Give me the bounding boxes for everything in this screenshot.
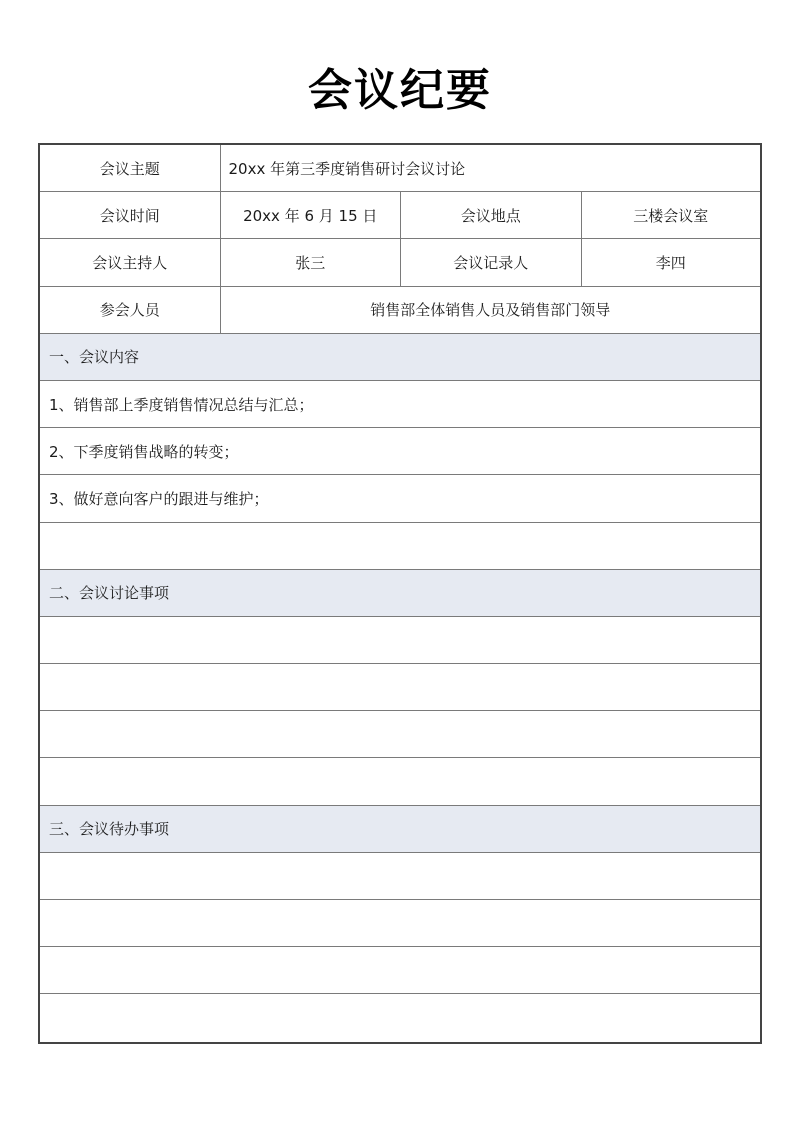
content-row (40, 475, 760, 522)
content-line: 2、下季度销售战略的转变； (49, 442, 239, 461)
section-heading: 二、会议讨论事项 (40, 570, 760, 616)
blank-row (40, 900, 760, 947)
blank-line (40, 617, 760, 663)
blank-row (40, 664, 760, 711)
host-value: 张三 (221, 239, 402, 285)
blank-line (40, 664, 760, 710)
document-title: 会议纪要 (308, 65, 492, 116)
recorder-label: 会议记录人 (401, 239, 582, 285)
time-label: 会议时间 (40, 192, 221, 238)
blank-line (40, 523, 760, 569)
blank-row (40, 523, 760, 570)
blank-line (40, 994, 760, 1041)
attendees-value: 销售部全体销售人员及销售部门领导 (370, 301, 611, 320)
blank-line (40, 711, 760, 757)
place-label: 会议地点 (401, 192, 582, 238)
blank-row (40, 617, 760, 664)
content-row (40, 428, 760, 475)
blank-row (40, 947, 760, 994)
blank-row (40, 711, 760, 758)
section-heading-row (40, 570, 760, 617)
blank-row (40, 853, 760, 900)
section-heading-row (40, 806, 760, 853)
content-line: 1、销售部上季度销售情况总结与汇总； (49, 395, 314, 414)
blank-line (40, 758, 760, 804)
section-heading: 一、会议内容 (40, 334, 760, 380)
topic-value: 20xx 年第三季度销售研讨会议讨论 (228, 159, 466, 178)
time-place-row (40, 192, 760, 239)
place-value: 三楼会议室 (633, 206, 709, 225)
time-value: 20xx 年 6 月 15 日 (221, 192, 402, 238)
topic-row (40, 145, 760, 192)
minutes-table (38, 143, 762, 1044)
blank-row (40, 758, 760, 805)
section-heading-row (40, 334, 760, 381)
blank-line (40, 853, 760, 899)
blank-line (40, 947, 760, 993)
host-label: 会议主持人 (40, 239, 221, 285)
attendees-row (40, 287, 760, 334)
attendees-label: 参会人员 (40, 287, 221, 333)
blank-row (40, 994, 760, 1041)
section-heading: 三、会议待办事项 (40, 806, 760, 852)
topic-label: 会议主题 (40, 145, 221, 191)
blank-line (40, 900, 760, 946)
recorder-value: 李四 (655, 253, 686, 272)
content-row (40, 381, 760, 428)
content-line: 3、做好意向客户的跟进与维护； (49, 489, 269, 508)
host-recorder-row (40, 239, 760, 286)
